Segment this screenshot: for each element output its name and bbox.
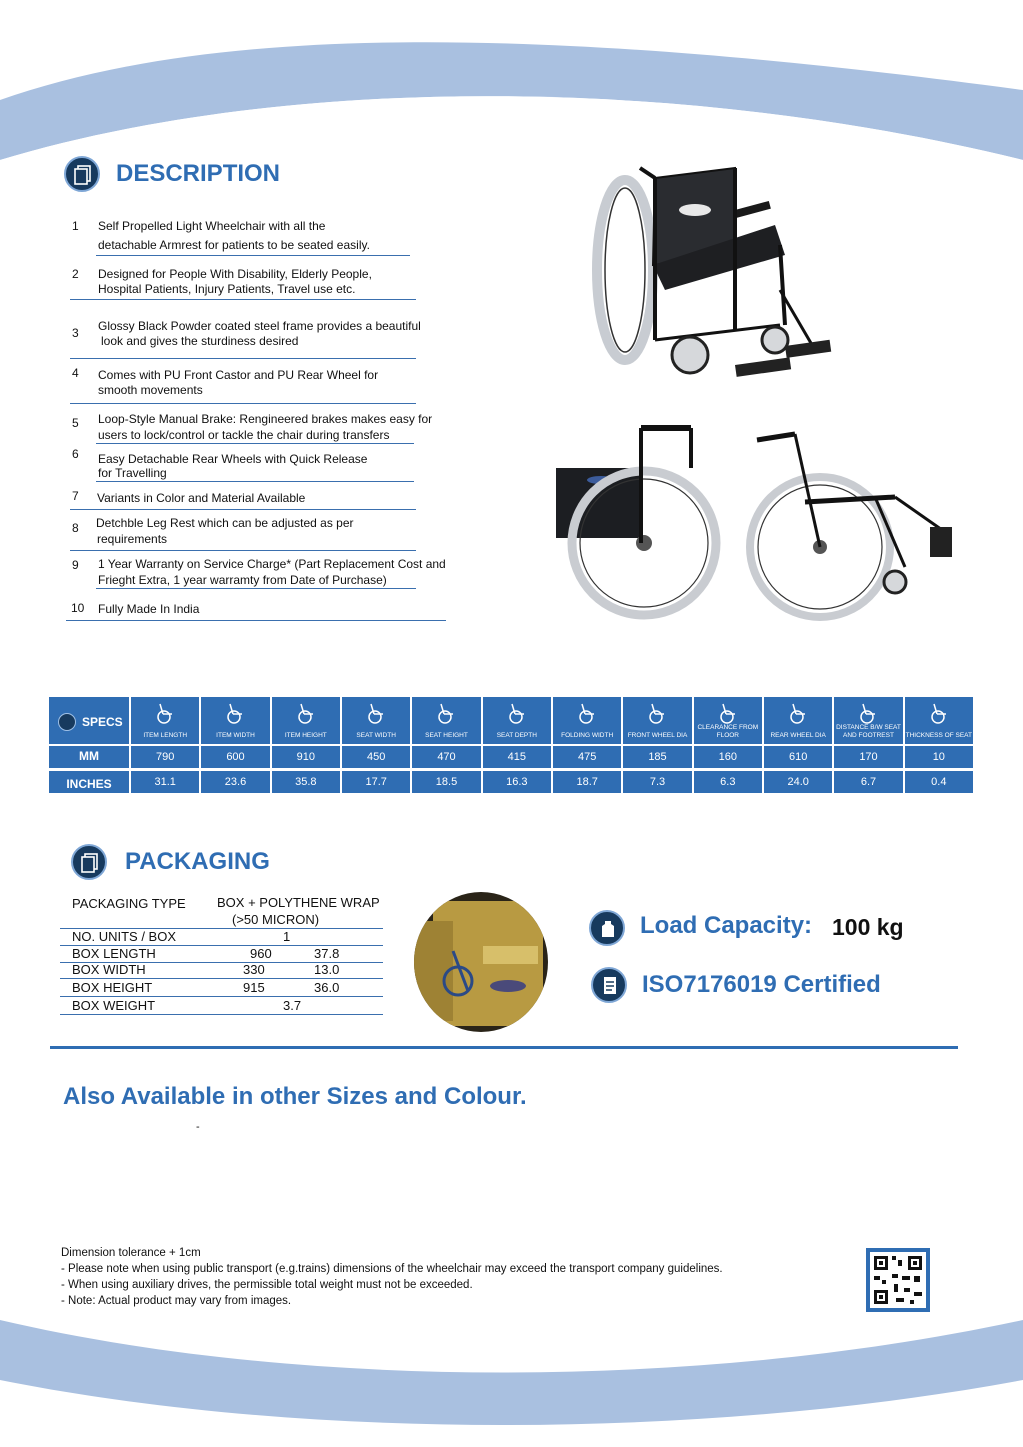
spec-in-item-height bbox=[272, 771, 340, 793]
divider bbox=[70, 358, 416, 359]
desc-num: 5 bbox=[72, 416, 79, 430]
wheelchair-icon bbox=[788, 702, 808, 724]
wheelchair-icon bbox=[577, 702, 597, 724]
spec-in-value: 6.3 bbox=[720, 776, 736, 788]
divider bbox=[70, 509, 416, 510]
spec-label: THICKNESS OF SEAT bbox=[905, 732, 972, 739]
spec-mm-value: 10 bbox=[932, 751, 945, 763]
spec-header-seat-depth bbox=[483, 697, 551, 744]
packaging-type-value-2: (>50 MICRON) bbox=[232, 912, 320, 927]
desc-text-line2: smooth movements bbox=[98, 383, 203, 397]
specs-icon bbox=[58, 713, 76, 731]
spec-mm-folding-width bbox=[553, 746, 621, 768]
height-in: 36.0 bbox=[314, 980, 340, 995]
divider bbox=[60, 996, 383, 997]
wheelchair-icon bbox=[507, 702, 527, 724]
note-line: Dimension tolerance + 1cm bbox=[61, 1247, 201, 1259]
spec-mm-item-height bbox=[272, 746, 340, 768]
spec-in-thickness-of-seat bbox=[905, 771, 973, 793]
desc-item-1 bbox=[68, 218, 413, 252]
divider bbox=[60, 1014, 383, 1015]
height-mm: 915 bbox=[243, 980, 265, 995]
section-divider bbox=[50, 1046, 958, 1049]
load-capacity-value: 100 kg bbox=[832, 914, 904, 940]
desc-text-line2: look and gives the sturdiness desired bbox=[101, 334, 299, 348]
spec-header-seat-width bbox=[342, 697, 410, 744]
spec-label: SEAT WIDTH bbox=[356, 732, 396, 739]
boxes-photo bbox=[413, 891, 550, 1033]
spec-mm-seat-height bbox=[412, 746, 480, 768]
spec-label: FOLDING WIDTH bbox=[561, 732, 614, 739]
qr-code[interactable] bbox=[866, 1248, 930, 1312]
spec-in-value: 18.7 bbox=[576, 776, 598, 788]
width-label: BOX WIDTH bbox=[72, 962, 146, 977]
desc-text-line1: Detchble Leg Rest which can be adjusted as per bbox=[96, 516, 354, 530]
desc-text-line2: Frieght Extra, 1 year warramty from Date of Purchase) bbox=[98, 573, 387, 587]
packaging-type-value: BOX + POLYTHENE WRAP bbox=[217, 895, 380, 910]
length-label: BOX LENGTH bbox=[72, 946, 156, 961]
packaging-type-label: PACKAGING TYPE bbox=[72, 896, 186, 911]
weight-icon bbox=[589, 910, 625, 946]
spec-in-seat-height bbox=[412, 771, 480, 793]
spec-in-value: 24.0 bbox=[787, 776, 809, 788]
spec-in-value: 0.4 bbox=[931, 776, 947, 788]
wheelchair-icon bbox=[929, 702, 949, 724]
iso-certified-label: ISO7176019 Certified bbox=[642, 971, 881, 998]
spec-mm-thickness-of-seat bbox=[905, 746, 973, 768]
desc-text-line1: Variants in Color and Material Available bbox=[97, 491, 306, 505]
spec-in-value: 17.7 bbox=[365, 776, 387, 788]
spec-header-thickness-of-seat bbox=[905, 697, 973, 744]
wheelchair-profile-photo bbox=[745, 422, 960, 622]
spec-in-value: 31.1 bbox=[154, 776, 176, 788]
divider bbox=[70, 403, 416, 404]
desc-text-line2: Hospital Patients, Injury Patients, Travel use etc. bbox=[98, 282, 356, 296]
note-line: - Note: Actual product may vary from images. bbox=[61, 1295, 292, 1307]
spec-mm-value: 170 bbox=[859, 751, 878, 763]
desc-item-6 bbox=[68, 446, 413, 480]
packaging-icon bbox=[71, 844, 107, 880]
desc-text-line2: detachable Armrest for patients to be seated easily. bbox=[98, 238, 370, 252]
note-line: - Please note when using public transport (e.g.trains) dimensions of the wheelchair may exceed the transport company guidelines. bbox=[61, 1263, 723, 1275]
wheelchair-icon bbox=[858, 702, 878, 724]
desc-text-line2: users to lock/control or tackle the chair during transfers bbox=[98, 428, 390, 442]
spec-in-clearance-from-floor bbox=[694, 771, 762, 793]
spec-mm-value: 600 bbox=[226, 751, 245, 763]
spec-mm-value: 415 bbox=[507, 751, 526, 763]
spec-header-distance-b-w-seat-and-footrest bbox=[834, 697, 902, 744]
desc-item-5 bbox=[68, 411, 438, 445]
divider bbox=[60, 978, 383, 979]
divider bbox=[96, 588, 416, 589]
divider bbox=[96, 481, 414, 482]
spec-mm-value: 160 bbox=[718, 751, 737, 763]
mm-label-cell bbox=[49, 746, 129, 768]
desc-num: 7 bbox=[72, 489, 79, 503]
spec-label: ITEM LENGTH bbox=[143, 732, 188, 739]
spec-label: SEAT HEIGHT bbox=[425, 732, 468, 739]
divider bbox=[70, 550, 416, 551]
description-title: DESCRIPTION bbox=[116, 160, 281, 187]
load-capacity-label: Load Capacity: bbox=[640, 912, 813, 939]
wheelchair-main-photo bbox=[585, 150, 835, 398]
desc-item-4 bbox=[68, 365, 413, 399]
spec-mm-seat-width bbox=[342, 746, 410, 768]
spec-label: ITEM WIDTH bbox=[216, 732, 255, 739]
spec-mm-item-width bbox=[201, 746, 269, 768]
spec-in-front-wheel-dia bbox=[623, 771, 691, 793]
spec-mm-front-wheel-dia bbox=[623, 746, 691, 768]
divider bbox=[66, 620, 446, 621]
inches-label: INCHES bbox=[66, 777, 112, 791]
spec-in-value: 6.7 bbox=[860, 776, 877, 788]
spec-mm-seat-depth bbox=[483, 746, 551, 768]
desc-num: 6 bbox=[72, 447, 79, 461]
spec-in-value: 18.5 bbox=[435, 776, 458, 788]
length-mm: 960 bbox=[250, 946, 272, 961]
desc-text-line1: Comes with PU Front Castor and PU Rear Wheel for bbox=[98, 368, 379, 382]
desc-num: 10 bbox=[71, 601, 85, 615]
spec-in-seat-depth bbox=[483, 771, 551, 793]
mm-label: MM bbox=[79, 749, 99, 763]
wheelchair-icon bbox=[718, 702, 738, 724]
specs-title-cell bbox=[49, 697, 129, 744]
packaging-title: PACKAGING bbox=[125, 848, 270, 875]
wheelchair-icon bbox=[155, 702, 175, 724]
spec-mm-distance-b-w-seat-and-footrest bbox=[834, 746, 902, 768]
dash-mark: - bbox=[196, 1121, 200, 1133]
units-label: NO. UNITS / BOX bbox=[72, 929, 177, 944]
spec-header-folding-width bbox=[553, 697, 621, 744]
specs-title: SPECS bbox=[82, 715, 123, 729]
desc-item-7 bbox=[68, 488, 413, 508]
desc-text-line1: Designed for People With Disability, Elderly People, bbox=[98, 267, 372, 281]
inches-label-cell bbox=[49, 771, 129, 793]
desc-num: 2 bbox=[72, 267, 79, 281]
note-line: - When using auxiliary drives, the permissible total weight must not be exceeded. bbox=[61, 1279, 473, 1291]
wheelchair-side-photo bbox=[556, 418, 726, 623]
wheelchair-icon bbox=[647, 702, 667, 724]
spec-header-item-length bbox=[131, 697, 199, 744]
footnotes bbox=[61, 1245, 723, 1309]
spec-header-item-height bbox=[272, 697, 340, 744]
spec-mm-clearance-from-floor bbox=[694, 746, 762, 768]
certificate-icon bbox=[591, 967, 627, 1003]
spec-in-value: 7.3 bbox=[649, 776, 666, 788]
desc-text-line1: 1 Year Warranty on Service Charge* (Part Replacement Cost and bbox=[98, 557, 446, 571]
spec-mm-value: 185 bbox=[648, 751, 667, 763]
divider bbox=[96, 255, 410, 256]
spec-mm-value: 475 bbox=[577, 751, 597, 763]
spec-label: ITEM HEIGHT bbox=[284, 732, 327, 739]
desc-num: 4 bbox=[72, 366, 79, 380]
desc-item-10 bbox=[68, 600, 413, 620]
desc-item-9 bbox=[68, 556, 448, 590]
spec-header-seat-height bbox=[412, 697, 480, 744]
wheelchair-icon bbox=[366, 702, 386, 724]
desc-item-8 bbox=[68, 515, 413, 549]
spec-in-value: 23.6 bbox=[224, 776, 247, 788]
spec-header-item-width bbox=[201, 697, 269, 744]
divider bbox=[70, 299, 416, 300]
desc-text-line1: Easy Detachable Rear Wheels with Quick Release bbox=[98, 452, 368, 466]
spec-label: REAR WHEEL DIA bbox=[770, 732, 826, 739]
spec-in-item-length bbox=[131, 771, 199, 793]
spec-mm-item-length bbox=[131, 746, 199, 768]
spec-mm-value: 610 bbox=[788, 751, 808, 763]
desc-num: 8 bbox=[72, 521, 79, 535]
spec-mm-value: 790 bbox=[155, 751, 175, 763]
desc-item-3 bbox=[68, 318, 428, 352]
top-wave-decoration bbox=[0, 0, 1023, 170]
spec-mm-rear-wheel-dia bbox=[764, 746, 832, 768]
spec-in-seat-width bbox=[342, 771, 410, 793]
spec-label: SEAT DEPTH bbox=[496, 732, 537, 739]
weight-value: 3.7 bbox=[283, 998, 302, 1013]
spec-in-value: 35.8 bbox=[295, 776, 317, 788]
spec-in-value: 16.3 bbox=[506, 776, 528, 788]
desc-text-line1: Fully Made In India bbox=[98, 602, 200, 616]
wheelchair-icon bbox=[225, 702, 245, 724]
spec-label: CLEARANCE FROM FLOOR bbox=[697, 724, 759, 739]
weight-label: BOX WEIGHT bbox=[72, 998, 156, 1013]
desc-text-line1: Self Propelled Light Wheelchair with all the bbox=[98, 219, 326, 233]
units-value: 1 bbox=[283, 929, 291, 944]
spec-header-clearance-from-floor bbox=[694, 697, 762, 744]
wheelchair-icon bbox=[436, 702, 456, 724]
bottom-wave-decoration bbox=[0, 1310, 1023, 1447]
spec-label: DISTANCE B/W SEAT AND FOOTREST bbox=[836, 724, 901, 739]
desc-text-line1: Glossy Black Powder coated steel frame provides a beautiful bbox=[98, 319, 421, 333]
spec-header-rear-wheel-dia bbox=[764, 697, 832, 744]
desc-item-2 bbox=[68, 266, 413, 300]
spec-mm-value: 470 bbox=[437, 751, 456, 763]
also-available-heading: Also Available in other Sizes and Colour. bbox=[63, 1083, 527, 1110]
spec-in-rear-wheel-dia bbox=[764, 771, 832, 793]
desc-text-line1: Loop-Style Manual Brake: Rengineered brakes makes easy for bbox=[98, 412, 433, 426]
desc-num: 3 bbox=[72, 326, 79, 340]
desc-text-line2: for Travelling bbox=[98, 466, 167, 480]
wheelchair-icon bbox=[296, 702, 316, 724]
specs-table bbox=[49, 697, 973, 794]
spec-label: FRONT WHEEL DIA bbox=[627, 732, 688, 739]
spec-in-folding-width bbox=[553, 771, 621, 793]
spec-in-distance-b-w-seat-and-footrest bbox=[834, 771, 902, 793]
desc-text-line2: requirements bbox=[97, 532, 168, 546]
desc-num: 1 bbox=[72, 219, 79, 233]
description-icon bbox=[64, 156, 100, 192]
spec-mm-value: 450 bbox=[366, 751, 386, 763]
spec-mm-value: 910 bbox=[296, 751, 315, 763]
width-in: 13.0 bbox=[314, 962, 340, 977]
desc-num: 9 bbox=[72, 558, 79, 572]
height-label: BOX HEIGHT bbox=[72, 980, 153, 995]
length-in: 37.8 bbox=[314, 946, 340, 961]
divider bbox=[96, 443, 414, 444]
width-mm: 330 bbox=[243, 962, 265, 977]
spec-in-item-width bbox=[201, 771, 269, 793]
spec-header-front-wheel-dia bbox=[623, 697, 691, 744]
